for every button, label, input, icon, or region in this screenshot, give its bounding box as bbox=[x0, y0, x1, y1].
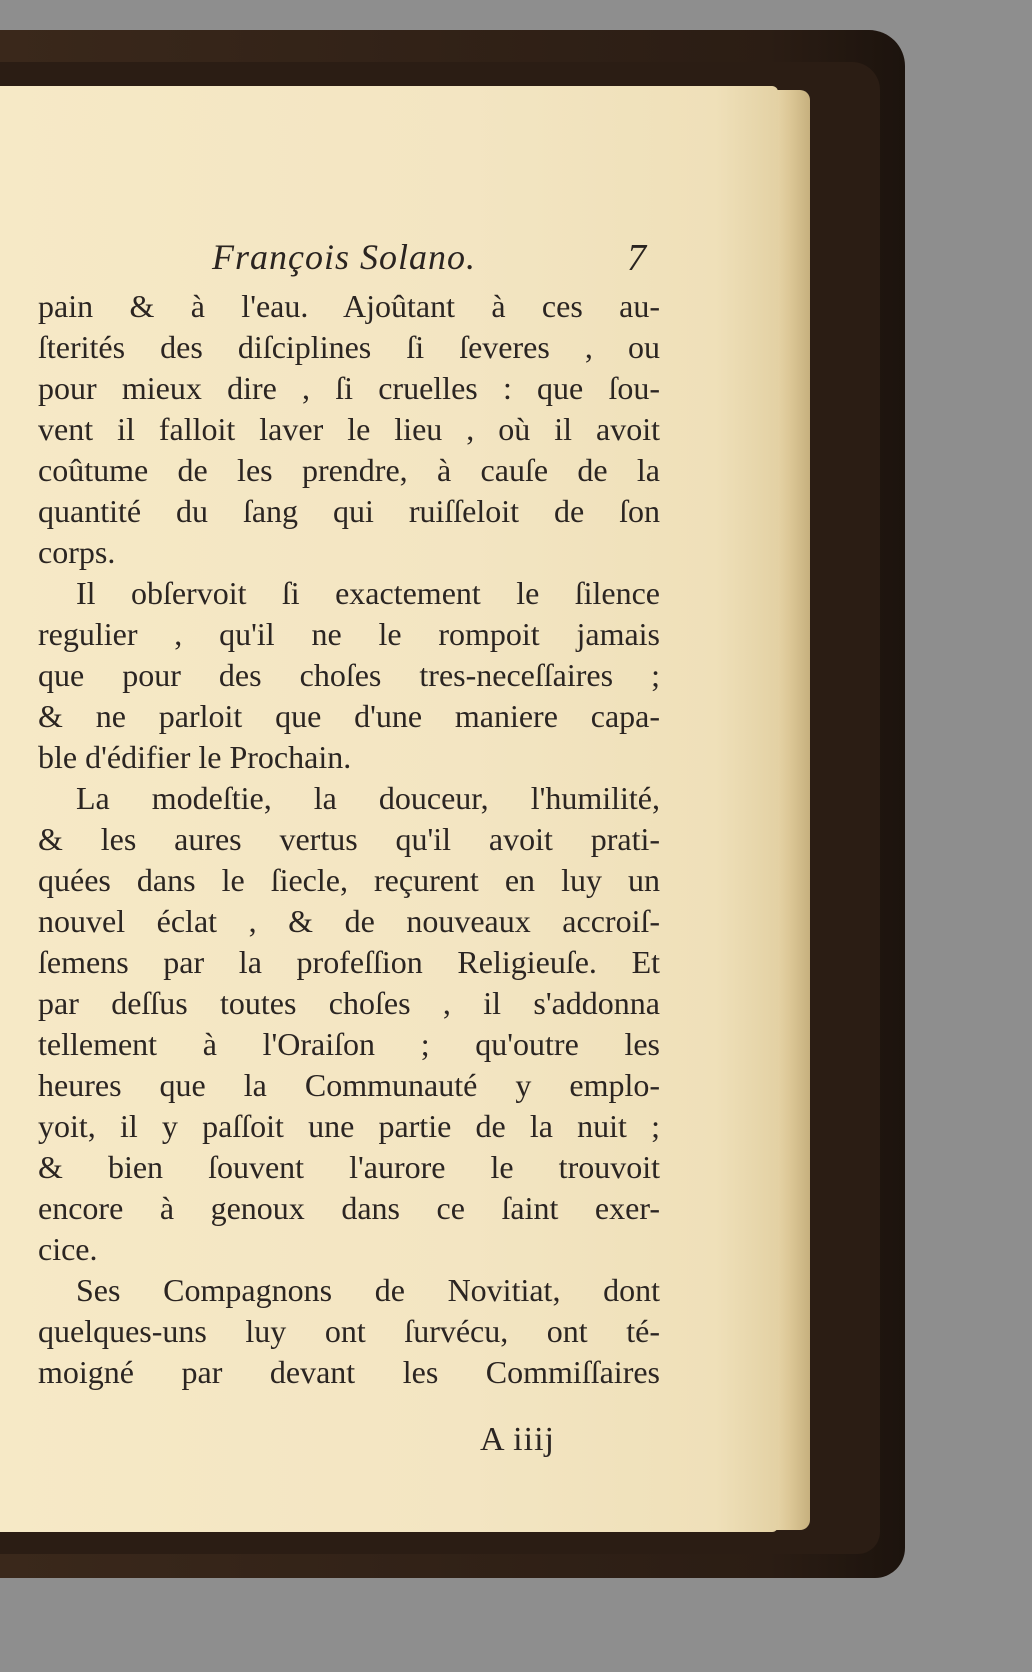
text-line: encore à genoux dans ce ſaint exer- bbox=[38, 1190, 660, 1226]
text-line: ſterités des diſciplines ſi ſeveres , ou bbox=[38, 329, 660, 365]
text-line: nouvel éclat , & de nouveaux accroiſ- bbox=[38, 903, 660, 939]
page-number: 7 bbox=[627, 237, 646, 279]
text-line: pour mieux dire , ſi cruelles : que ſou- bbox=[38, 370, 660, 406]
text-line: tellement à l'Oraiſon ; qu'outre les bbox=[38, 1026, 660, 1062]
text-line: & ne parloit que d'une maniere capa- bbox=[38, 698, 660, 734]
text-line: quantité du ſang qui ruiſſeloit de ſon bbox=[38, 493, 660, 529]
text-line: pain & à l'eau. Ajoûtant à ces au- bbox=[38, 288, 660, 324]
text-line: moigné par devant les Commiſſaires bbox=[38, 1354, 660, 1390]
text-line: yoit, il y paſſoit une partie de la nuit ; bbox=[38, 1108, 660, 1144]
text-line: corps. bbox=[38, 534, 116, 570]
running-head-title: François Solano. bbox=[212, 237, 476, 277]
text-line: & les aures vertus qu'il avoit prati- bbox=[38, 821, 660, 857]
text-line: ſemens par la profeſſion Religieuſe. Et bbox=[38, 944, 660, 980]
text-line: quelques-uns luy ont ſurvécu, ont té- bbox=[38, 1313, 660, 1349]
text-line: La modeſtie, la douceur, l'humilité, bbox=[76, 780, 660, 816]
text-line: regulier , qu'il ne le rompoit jamais bbox=[38, 616, 660, 652]
text-line: cice. bbox=[38, 1231, 98, 1267]
text-line: vent il falloit laver le lieu , où il avoit bbox=[38, 411, 660, 447]
text-line: par deſſus toutes choſes , il s'addonna bbox=[38, 985, 660, 1021]
text-line: heures que la Communauté y emplo- bbox=[38, 1067, 660, 1103]
text-line: Ses Compagnons de Novitiat, dont bbox=[76, 1272, 660, 1308]
text-line: quées dans le ſiecle, reçurent en luy un bbox=[38, 862, 660, 898]
text-line: coûtume de les prendre, à cauſe de la bbox=[38, 452, 660, 488]
text-line: Il obſervoit ſi exactement le ſilence bbox=[76, 575, 660, 611]
catchword: A iiij bbox=[480, 1421, 555, 1458]
text-line: que pour des choſes tres-neceſſaires ; bbox=[38, 657, 660, 693]
text-line: & bien ſouvent l'aurore le trouvoit bbox=[38, 1149, 660, 1185]
text-line: ble d'édifier le Prochain. bbox=[38, 739, 352, 775]
running-head bbox=[0, 236, 778, 286]
book-page bbox=[0, 86, 778, 1532]
